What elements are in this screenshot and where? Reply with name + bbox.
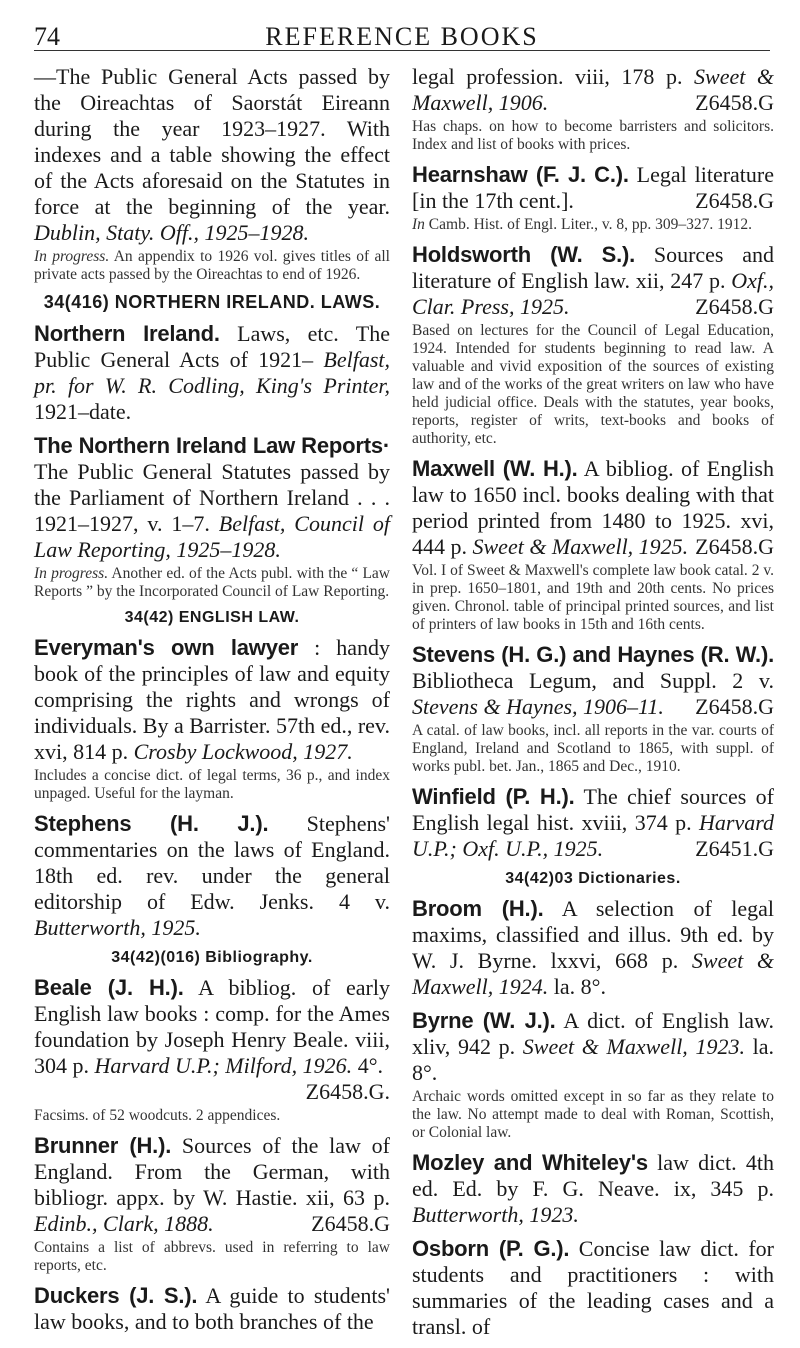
section-heading: 34(42)(016) Bibliography. <box>111 949 313 966</box>
entry-stephens: Stephens (H. J.). Stephens' commentaries on the laws of England. 18th ed. rev. under the general editorship of Edw. Jenks. 4 v. Butterworth, 1925. <box>34 811 391 940</box>
entry-northern-ireland: Northern Ireland. Laws, etc. The Public General Acts of 1921– Belfast, pr. for W. R. Codling, King's Printer, 1921–date. <box>34 321 390 424</box>
entry-osborn: Osborn (P. G.). Concise law dict. for students and practitioners : with summaries of the leading cases and a transl. of <box>412 1236 774 1339</box>
entry-mozley-whiteley: Mozley and Whiteley's law dict. 4th ed. Ed. by F. G. Neave. ix, 345 p. Butterworth, 1923. <box>412 1150 775 1227</box>
entry-ni-law-reports: The Northern Ireland Law Reports· The Public General Statutes passed by the Parliament of Northern Ireland . . . 1921–1927, v. 1–7. Belfast, Council of Law Reporting, 1925–1928. In progress. Another ed. of the Acts publ. with the “ Law Reports ” by the Incorporated Council of Law Reporting. <box>34 433 390 600</box>
entry-maxwell: Maxwell (W. H.). A bibliog. of English law to 1650 incl. books dealing with that period printed from 1480 to 1925. xvi, 444 p. Sweet & Maxwell, 1925. Z6458.G Vol. I of Sweet & Maxwell's complete law book catal. 2 v. in prep. 1650–1801, and 19th and 20th cents. No prices given. Chronol. table of principal printed sources, and list of printers of law books in 15th and 16th cents. <box>412 456 774 633</box>
entry-winfield: Winfield (P. H.). The chief sources of English legal hist. xviii, 374 p. Harvard U.P.; Oxf. U.P., 1925. Z6451.G <box>412 784 774 861</box>
entry-stevens-haynes: Stevens (H. G.) and Haynes (R. W.). Bibliotheca Legum, and Suppl. 2 v. Stevens & Haynes, 1906–11. Z6458.G A catal. of law books, incl. all reports in the var. courts of England, Ireland and Scotland to 1865, with suppl. of works publ. bet. Jan., 1865 and Dec., 1910. <box>412 642 774 775</box>
entry-brunner: Brunner (H.). Sources of the law of England. From the German, with bibliogr. appx. by W. Hastie. xii, 63 p. Edinb., Clark, 1888. Z6458.G Contains a list of abbrevs. used in referring to law reports, etc. <box>34 1133 391 1274</box>
shelf-mark: Z6458.G <box>695 294 774 319</box>
page-header <box>34 20 770 51</box>
left-column <box>34 64 390 1343</box>
entry-oireachtas-acts <box>34 64 390 284</box>
entry-duckers: Duckers (J. S.). A guide to students' law books, and to both branches of the <box>34 1283 390 1334</box>
section-heading: 34(42)03 Dictionaries. <box>505 870 681 887</box>
shelf-mark: Z6451.G <box>695 836 774 861</box>
shelf-mark: Z6458.G <box>695 90 774 115</box>
entry-everymans-lawyer: Everyman's own lawyer : handy book of the principles of law and equity comprising the rights and wrongs of individuals. By a Barrister. 57th ed., rev. xvi, 814 p. Crosby Lockwood, 1927. Includes a concise dict. of legal terms, 36 p., and index unpaged. Useful for the layman. <box>34 635 391 802</box>
entry-duckers-cont: legal profession. viii, 178 p. Sweet & Maxwell, 1906. Z6458.G Has chaps. on how to become barristers and solicitors. Index and list of books with prices. <box>412 64 774 153</box>
entry-hearnshaw: Hearnshaw (F. J. C.). Legal literature [in the 17th cent.]. Z6458.G In Camb. Hist. of Engl. Liter., v. 8, pp. 309–327. 1912. <box>412 162 775 233</box>
running-title: REFERENCE BOOKS <box>265 22 539 51</box>
shelf-mark: Z6458.G <box>311 1211 390 1236</box>
entry-broom: Broom (H.). A selection of legal maxims, classified and illus. 9th ed. by W. J. Byrne. lxxvi, 668 p. Sweet & Maxwell, 1924. la. 8°. <box>412 896 774 999</box>
shelf-mark: Z6458.G <box>695 188 774 213</box>
page-number: 74 <box>34 22 60 51</box>
entry-holdsworth: Holdsworth (W. S.). Sources and literature of English law. xii, 247 p. Oxf., Clar. Press, 1925. Z6458.G Based on lectures for the Council of Legal Education, 1924. Intended for students beginning to read law. A valuable and vivid exposition of the sources of existing law and of the works of the great writers on law who have held judicial office. Deals with the statutes, year books, reports, register of writs, text-books and books of authority, etc. <box>412 242 774 447</box>
entry-note: In progress. An appendix to 1926 vol. gives titles of all private acts passed by the Oireachtas to end of 1926. <box>34 248 390 283</box>
shelf-mark: Z6458.G <box>695 694 774 719</box>
entry-byrne: Byrne (W. J.). A dict. of English law. xliv, 942 p. Sweet & Maxwell, 1923. la. 8°. Archaic words omitted except in so far as they relate to the law. No attempt made to deal with Roman, Scottish, or Colonial law. <box>412 1008 775 1141</box>
section-heading: 34(416) NORTHERN IRELAND. LAWS. <box>43 292 381 312</box>
right-column <box>412 64 774 1348</box>
section-heading: 34(42) ENGLISH LAW. <box>124 609 300 626</box>
entry-beale: Beale (J. H.). A bibliog. of early English law books : comp. for the Ames foundation by Joseph Henry Beale. viii, 304 p. Harvard U.P.; Milford, 1926. 4°. Z6458.G. Facsims. of 52 woodcuts. 2 appendices. <box>34 975 390 1124</box>
shelf-mark: Z6458.G. <box>305 1079 390 1104</box>
entry-body: —The Public General Acts passed by the Oireachtas of Saorstát Eireann during the year 1923–1927. With indexes and a table showing the effect of the Acts aforesaid on the Statutes in force at the beginning of the year. Dublin, Staty. Off., 1925–1928. <box>34 64 390 245</box>
shelf-mark: Z6458.G <box>695 534 774 559</box>
